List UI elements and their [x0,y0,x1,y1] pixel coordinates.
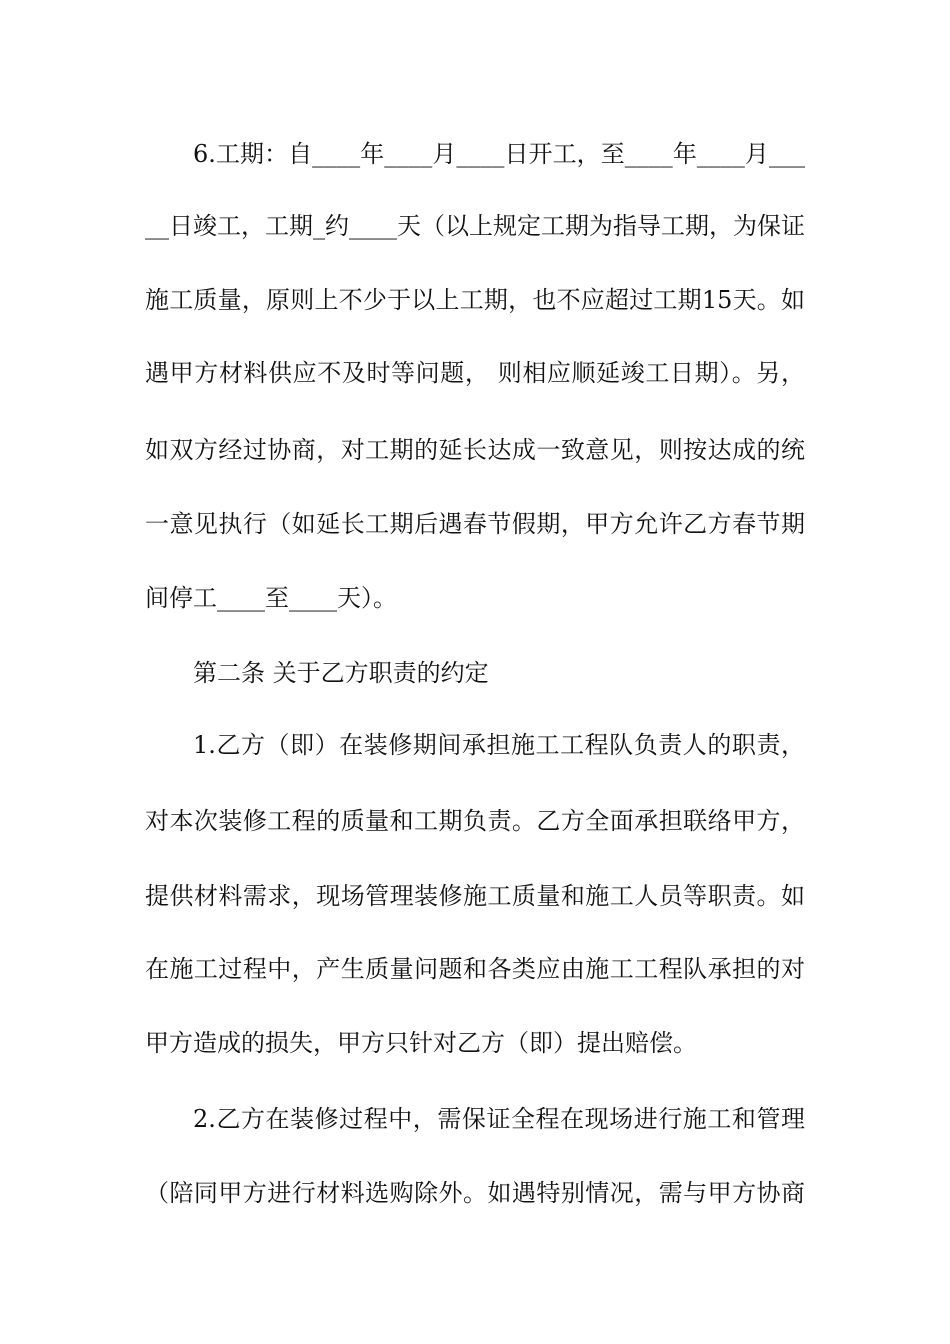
text-line: 在施工过程中，产生质量问题和各类应由施工工程队承担的对 [145,955,805,983]
text-line: 一意见执行（如延长工期后遇春节假期，甲方允许乙方春节期 [145,510,805,538]
text-line: 间停工____至____天）。 [145,584,397,612]
text-line: 1.乙方（即）在装修期间承担施工工程队负责人的职责， [193,731,805,759]
text-line: 6.工期：自____年____月____日开工，至____年____月___ [193,140,805,168]
text-line: 2.乙方在装修过程中，需保证全程在现场进行施工和管理 [193,1105,805,1133]
text-line: （陪同甲方进行材料选购除外。如遇特别情况，需与甲方协商 [145,1179,805,1207]
text-line: 甲方造成的损失，甲方只针对乙方（即）提出赔偿。 [145,1029,697,1057]
text-line: 施工质量，原则上不少于以上工期，也不应超过工期15天。如 [145,286,805,314]
text-line: 提供材料需求，现场管理装修施工质量和施工人员等职责。如 [145,882,805,910]
text-line: 对本次装修工程的质量和工期负责。乙方全面承担联络甲方， [145,807,805,835]
text-line: __日竣工，工期_约____天（以上规定工期为指导工期，为保证 [145,212,805,240]
section-heading: 第二条 关于乙方职责的约定 [193,659,489,687]
text-line: 如双方经过协商，对工期的延长达成一致意见，则按达成的统 [145,436,805,464]
text-line: 遇甲方材料供应不及时等问题， 则相应顺延竣工日期）。另， [145,359,805,387]
